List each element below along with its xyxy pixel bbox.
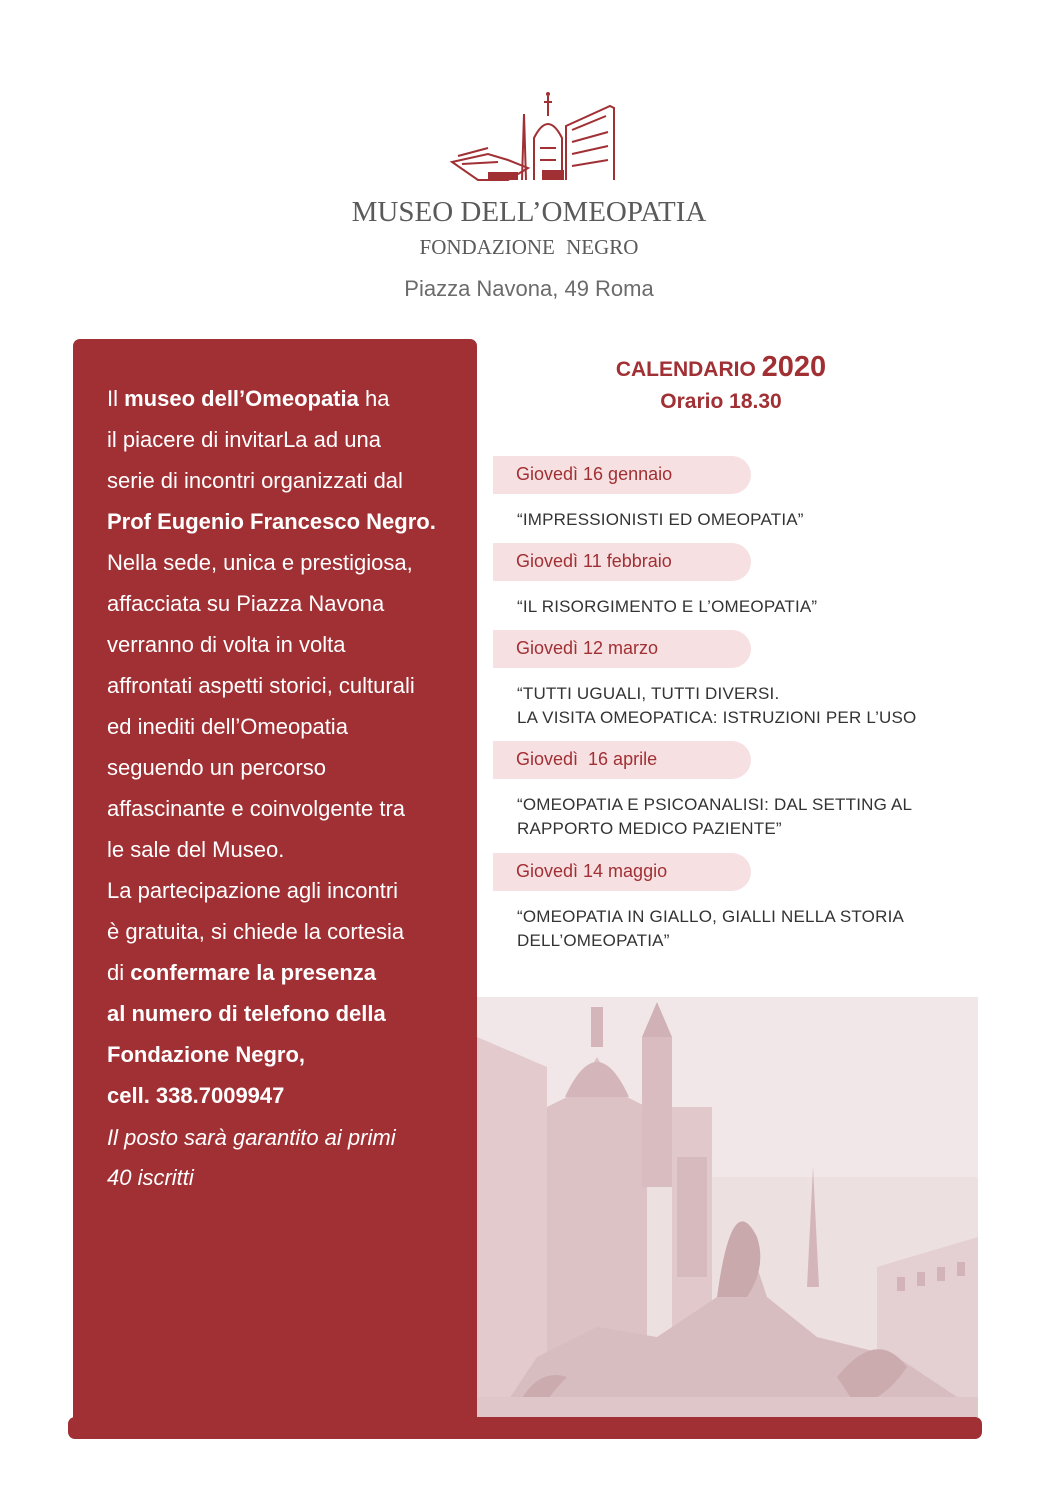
intro-line: ed inediti dell’Omeopatia xyxy=(107,714,348,739)
intro-line: il piacere di invitarLa ad una xyxy=(107,427,381,452)
intro-line: Fondazione Negro, xyxy=(107,1042,305,1067)
invitation-text xyxy=(107,378,477,1198)
intro-line: verranno di volta in volta xyxy=(107,632,346,657)
intro-line: La partecipazione agli incontri xyxy=(107,878,399,903)
event-date: Giovedì 14 maggio xyxy=(493,853,751,891)
event-item xyxy=(493,630,973,730)
intro-line: seguendo un percorso xyxy=(107,755,326,780)
intro-line: è gratuita, si chiede la cortesia xyxy=(107,919,405,944)
intro-line: Il museo dell’Omeopatia ha xyxy=(107,386,390,411)
event-title: “OMEOPATIA E PSICOANALISI: DAL SETTING AL RAPPORTO MEDICO PAZIENTE” xyxy=(517,795,913,838)
phone-number: cell. 338.7009947 xyxy=(107,1083,285,1108)
event-date: Giovedì 16 gennaio xyxy=(493,456,751,494)
intro-line: le sale del Museo. xyxy=(107,837,285,862)
museum-name: MUSEO DELL’OMEOPATIA xyxy=(351,196,707,228)
event-item xyxy=(493,741,973,841)
bottom-bar xyxy=(68,1417,982,1439)
event-title: “IL RISORGIMENTO E L’OMEOPATIA” xyxy=(517,597,818,616)
event-date: Giovedì 12 marzo xyxy=(493,630,751,668)
event-item xyxy=(493,543,973,619)
intro-note: 40 iscritti xyxy=(107,1165,194,1190)
event-date: Giovedì 16 aprile xyxy=(493,741,751,779)
calendar-heading xyxy=(595,350,847,417)
museum-address: Piazza Navona, 49 Roma xyxy=(404,276,654,301)
event-title: “OMEOPATIA IN GIALLO, GIALLI NELLA STORIA DELL’OMEOPATIA” xyxy=(517,907,905,950)
intro-line: affacciata su Piazza Navona xyxy=(107,591,385,616)
foundation-name: FONDAZIONE NEGRO xyxy=(419,235,639,259)
intro-line: serie di incontri organizzati dal xyxy=(107,468,403,493)
event-date: Giovedì 11 febbraio xyxy=(493,543,751,581)
intro-line: di confermare la presenza xyxy=(107,960,377,985)
event-item xyxy=(493,456,973,532)
intro-line: al numero di telefono della xyxy=(107,1001,386,1026)
intro-line: affrontati aspetti storici, culturali xyxy=(107,673,415,698)
intro-line: Nella sede, unica e prestigiosa, xyxy=(107,550,413,575)
calendar-label: CALENDARIO xyxy=(615,358,762,381)
intro-note: Il posto sarà garantito ai primi xyxy=(107,1125,396,1150)
piazza-navona-photo xyxy=(477,997,978,1417)
event-title: “TUTTI UGUALI, TUTTI DIVERSI. LA VISITA OMEOPATICA: ISTRUZIONI PER L’USO xyxy=(517,684,917,727)
intro-line: affascinante e coinvolgente tra xyxy=(107,796,406,821)
calendar-time: Orario 18.30 xyxy=(660,390,782,413)
event-title: “IMPRESSIONISTI ED OMEOPATIA” xyxy=(517,510,804,529)
calendar-year: 2020 xyxy=(761,351,827,383)
piazza-navona-logo-icon xyxy=(448,88,618,186)
event-item xyxy=(493,853,973,953)
intro-professor: Prof Eugenio Francesco Negro. xyxy=(107,509,436,534)
